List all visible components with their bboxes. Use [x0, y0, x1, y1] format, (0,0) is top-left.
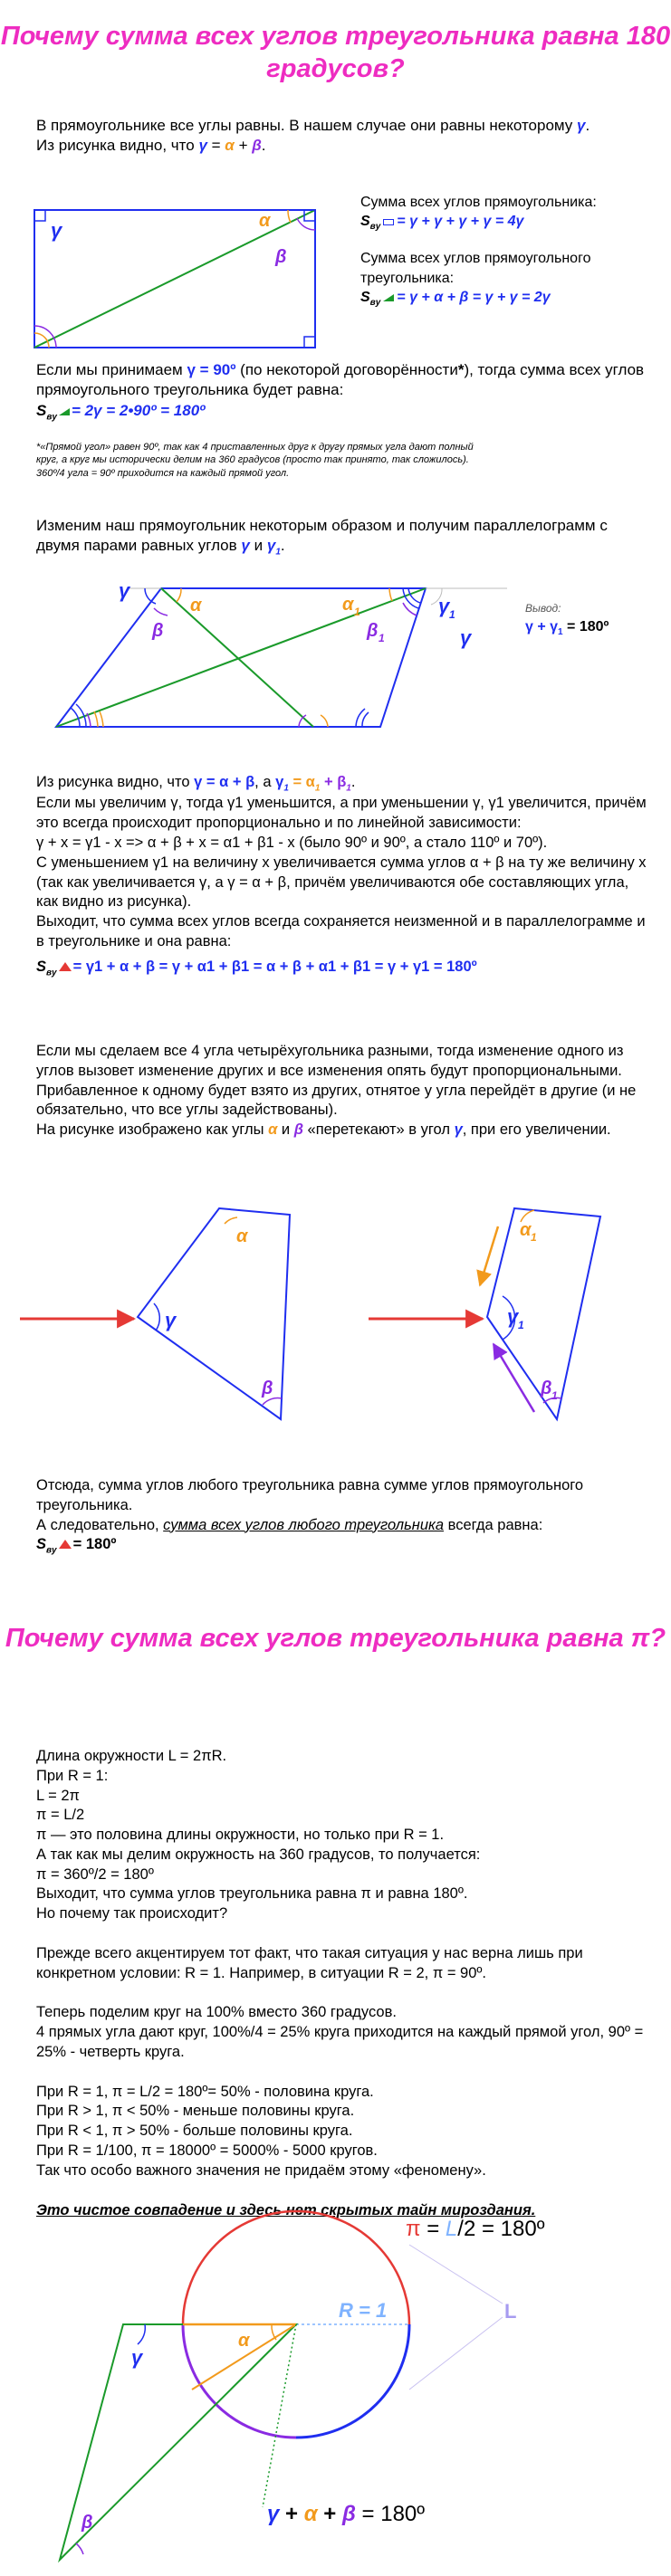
circle-pi-label	[406, 2217, 545, 2241]
circle-arc-beta	[76, 2543, 83, 2554]
pi-line: При R = 1:	[36, 1767, 109, 1784]
circle-r-label: R = 1	[339, 2299, 388, 2322]
pi-line: π = 360º/2 = 180º	[36, 1865, 154, 1883]
circle-sum-end: = 180º	[355, 2502, 426, 2526]
pi-p4-line: При R > 1, π < 50% - меньше половины круга.	[36, 2103, 355, 2120]
flow-right-gamma-sub: 1	[518, 1319, 524, 1331]
page-title: Почему сумма всех углов треугольника равна 180 градусов?	[0, 22, 671, 84]
ninety-eq: = 2γ = 2•90º = 180º	[71, 401, 206, 419]
circle-l-line-1	[409, 2245, 503, 2304]
circle-pi-rest: /2 = 180º	[457, 2217, 545, 2241]
rect-alpha-label: α	[259, 211, 271, 231]
ninety-sub: вy	[46, 412, 57, 423]
ninety-t1: Если мы принимаем	[36, 361, 183, 378]
para-beta-label: β	[152, 621, 164, 641]
circle-sum-p1: +	[279, 2502, 304, 2526]
pi-p3-line: Теперь поделим круг на 100% вместо 360 градусов.	[36, 2004, 397, 2021]
explain-l1b: γ = α + β	[194, 774, 255, 790]
rect-sum-title: Сумма всех углов прямоугольника:	[360, 195, 597, 210]
flow-right-gamma: γ	[507, 1305, 519, 1328]
circle-alpha-label: α	[238, 2331, 250, 2351]
conclusion-S: S	[36, 1536, 47, 1553]
flow-left-gamma: γ	[165, 1309, 177, 1331]
pi-line: π — это половина длины окружности, но только при R = 1.	[36, 1827, 445, 1844]
para-alpha-label: α	[190, 596, 202, 615]
intro-eq-alpha: α	[225, 137, 235, 155]
flow-t2b: α	[268, 1121, 278, 1139]
pi-p4-line: При R = 1, π = L/2 = 180º= 50% - половина круга.	[36, 2083, 374, 2100]
flow-t2c: и	[281, 1121, 291, 1139]
flow-right-beta-sub: 1	[551, 1389, 558, 1402]
para-gamma1-label: γ	[438, 595, 450, 617]
explain-l1a: Из рисунка видно, что	[36, 774, 190, 790]
circle-sum-b: β	[341, 2502, 356, 2526]
circle-sum-a: α	[303, 2502, 318, 2526]
circle-pi-L: L	[445, 2217, 458, 2241]
intro-eq-beta: β	[252, 137, 262, 155]
para-intro-gamma1: γ	[266, 537, 276, 555]
explain-l1g: .	[350, 774, 356, 790]
flow-right-alpha-sub: 1	[531, 1231, 537, 1244]
circle-pi-eq: =	[420, 2217, 446, 2241]
ninety-t2: (по некоторой договорённости	[240, 361, 458, 378]
intro-eq-op2: +	[234, 137, 253, 155]
para-ext-gamma-label: γ	[460, 626, 472, 649]
pi-line: π = L/2	[36, 1807, 85, 1824]
pi-final: Это чистое совпадение и здесь нет скрытых тайн мироздания.	[36, 2201, 536, 2218]
section-title-pi: Почему сумма всех углов треугольника равна π?	[5, 1624, 666, 1653]
intro-eq-gamma: γ	[198, 137, 207, 155]
para-conclusion-end: = 180º	[562, 619, 609, 634]
footnote-line3: 360º/4 угла = 90º приходится на каждый прямой угол.	[36, 467, 290, 479]
flow-t2e: «перетекают» в угол	[307, 1121, 450, 1139]
flow-right-beta: β	[541, 1379, 552, 1398]
flow-t2g: , при его увеличении.	[462, 1121, 611, 1139]
pi-line: L = 2π	[36, 1787, 80, 1804]
rect-gamma-label: γ	[51, 219, 62, 242]
tri-sum-S: S	[360, 289, 370, 305]
para-conclusion-sub: 1	[558, 627, 563, 637]
intro-line2: Из рисунка видно, что	[36, 137, 195, 155]
circle-sum-g: γ	[267, 2502, 280, 2526]
conclusion-t2a: А следовательно,	[36, 1516, 159, 1533]
circle-lower-arc-blue	[296, 2324, 409, 2438]
rect-sum-S: S	[360, 214, 370, 230]
pi-p3-line: 4 прямых угла дают круг, 100%/4 = 25% круга приходится на каждый прямой угол, 90º = 25% - четверть круга.	[36, 2024, 644, 2060]
para-intro-t1: Изменим наш прямоугольник некоторым образом и получим параллелограмм с двумя парами равных углов	[36, 517, 608, 555]
circle-arc-gamma	[138, 2324, 145, 2344]
pi-p2: Прежде всего акцентируем тот факт, что такая ситуация у нас верна лишь при конкретном условии: R = 1. Например, в ситуации R = 2, π = 90º.	[36, 1944, 583, 1981]
explain-l1d: γ	[275, 774, 284, 790]
conclusion-t1: Отсюда, сумма углов любого треугольника равна сумме углов прямоугольного треугольника.	[36, 1477, 584, 1513]
intro-eq-end: .	[261, 137, 266, 155]
pi-p4-line: При R < 1, π > 50% - больше половины круга.	[36, 2123, 353, 2140]
explain-sub: вy	[46, 967, 57, 978]
ninety-star: *	[457, 361, 465, 378]
explain-l1: Из рисунка видно, что γ = α + β, а $\gamma_1 = \alpha_1 + \beta_1$.	[36, 774, 356, 794]
para-gamma-label: γ	[119, 579, 130, 602]
ninety-t3: ), тогда сумма всех углов прямоугольного треугольника будет равна:	[36, 361, 645, 399]
tri-sum-title: Сумма всех углов прямоугольного треугольника:	[360, 251, 591, 286]
circle-sum-p2: +	[317, 2502, 342, 2526]
circle-triangle	[60, 2324, 296, 2560]
circle-gamma-label: γ	[131, 2346, 143, 2369]
tri-sum-sub: вy	[369, 297, 381, 308]
flow-left-alpha: α	[236, 1226, 248, 1246]
para-beta1-sub: 1	[379, 632, 385, 644]
flow-t2a: На рисунке изображено как углы	[36, 1121, 264, 1139]
pi-line: А так как мы делим окружность на 360 градусов, то получается:	[36, 1846, 481, 1863]
para-intro-gamma1-sub: 1	[275, 547, 281, 558]
para-conclusion-g: γ + γ	[525, 619, 559, 634]
para-beta1-label: β	[367, 621, 379, 641]
flow-t1: Если мы сделаем все 4 угла четырёхугольника разными, тогда изменение одного из углов вызовет изменение других и все изменения опять будут пропорциональными. Прибавленное к одному будет взято из других, отнятое у угла перейдёт в другие (и не обязательно, что все углы задействованы).	[36, 1043, 637, 1119]
pi-line: Длина окружности L = 2πR.	[36, 1748, 227, 1764]
footnote-line2: круг, а круг мы исторически делим на 360 градусов (просто так принято, так сложилось).	[36, 454, 469, 466]
intro-line1: В прямоугольнике все углы равны. В нашем случае они равны некоторому	[36, 117, 573, 134]
para-intro-gamma: γ	[241, 537, 250, 555]
intro-eq-op1: =	[206, 137, 225, 155]
circle-l-label: L	[504, 2300, 517, 2323]
ninety-S: S	[36, 401, 47, 419]
explain-l1f: + β	[320, 774, 347, 790]
explain-sum-eq: = γ1 + α + β = γ + α1 + β1 = α + β + α1 + β1 = γ + γ1 = 180º	[72, 958, 477, 975]
explain-l5: Выходит, что сумма всех углов всегда сохраняется неизменной и в параллелограмме и в треугольнике и она равна:	[36, 913, 646, 949]
tri-sum-eq: = γ + α + β = γ + γ = 2γ	[397, 289, 551, 305]
flow-right-alpha: α	[520, 1220, 532, 1240]
explain-l1e: = α	[288, 774, 315, 790]
explain-l3: γ + x = γ1 - x => α + β + x = α1 + β1 - x (было 90º и 90º, а стало 110º и 70º).	[36, 835, 548, 852]
conclusion-t2c: всегда равна:	[447, 1516, 543, 1533]
para-alpha1-sub: 1	[354, 606, 360, 618]
para-conclusion-label: Вывод:	[525, 602, 561, 615]
circle-sum-label	[267, 2502, 425, 2526]
pi-p4-line: Так что особо важного значения не придаём этому «феномену».	[36, 2161, 486, 2179]
intro-dot: .	[585, 117, 590, 134]
conclusion-t2b: сумма всех углов любого треугольника	[163, 1516, 445, 1533]
flow-t2f: γ	[454, 1121, 463, 1139]
conclusion-sub: вy	[46, 1545, 57, 1556]
explain-S: S	[36, 958, 47, 975]
flow-t2d: β	[293, 1121, 303, 1139]
rect-sum-eq: = γ + γ + γ + γ = 4γ	[397, 214, 524, 230]
explain-l2: Если мы увеличим γ, тогда γ1 уменьшится, а при уменьшении γ, γ1 увеличится, причём это всегда происходит пропорционально и по линейной зависимости:	[36, 795, 647, 832]
ninety-gamma: γ = 90º	[187, 361, 236, 378]
pi-p4-line: При R = 1/100, π = 18000º = 5000% - 5000 кругов.	[36, 2142, 378, 2160]
explain-l4: С уменьшением γ1 на величину x увеличивается сумма углов α + β на ту же величину x (так как увеличивается γ, а γ = α + β, причём увеличиваются обе составляющих угла, как видно из рисунка).	[36, 854, 647, 911]
flow-left-beta: β	[262, 1379, 273, 1398]
conclusion-eq: = 180º	[72, 1536, 117, 1553]
para-gamma1-sub: 1	[449, 608, 455, 621]
para-intro-end: .	[280, 537, 285, 555]
circle-beta-label: β	[81, 2513, 93, 2533]
rect-beta-label: β	[275, 247, 287, 267]
pi-line: Выходит, что сумма углов треугольника равна π и равна 180º.	[36, 1885, 468, 1903]
footnote-line1: *«Прямой угол» равен 90º, так как 4 приставленных друг к другу прямых угла дают полный	[36, 442, 474, 453]
para-alpha1-label: α	[342, 595, 354, 615]
rect-sum-sub: вy	[369, 222, 381, 233]
para-intro-and: и	[254, 537, 264, 555]
pi-line: Но почему так происходит?	[36, 1905, 228, 1922]
explain-l1c: , а	[254, 774, 272, 790]
circle-l-line-2	[409, 2317, 503, 2390]
intro-gamma: γ	[577, 117, 586, 134]
circle-pi: π	[406, 2217, 421, 2241]
